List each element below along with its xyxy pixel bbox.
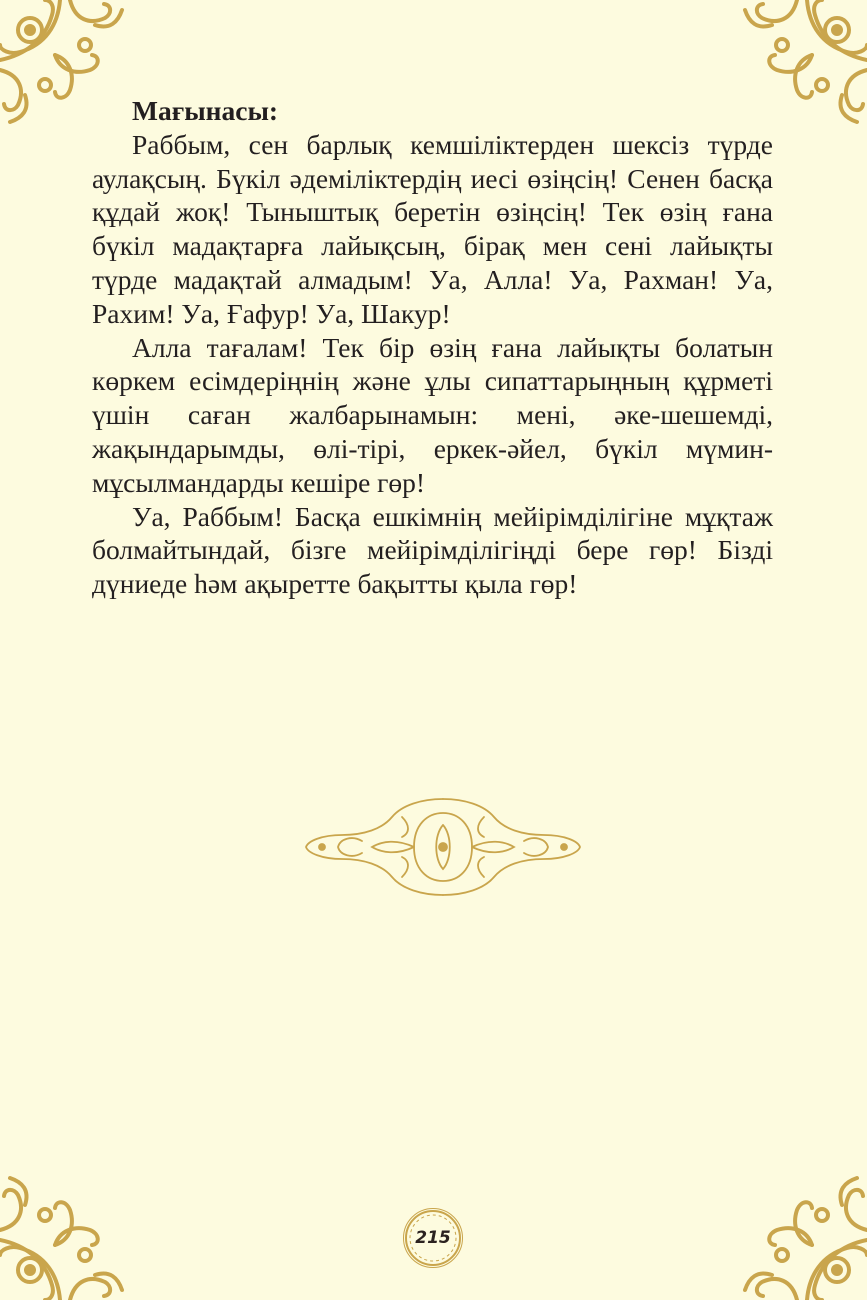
- paragraph-3: Уа, Раббым! Басқа ешкімнің мейірімділігіне мұқтаж болмайтындай, бізге мейірімділігіңді бере гөр! Бізді дүниеде һәм ақыретте бақытты қыла гөр!: [92, 500, 773, 600]
- main-text: [92, 94, 773, 601]
- page-number: 215: [415, 1228, 451, 1248]
- paragraph-1: Раббым, сен барлық кемшіліктерден шексіз түрде аулақсың. Бүкіл әдеміліктердің иесі өзіңсің! Сенен басқа құдай жоқ! Тыныштық беретін өзіңсің! Тек өзің ғана бүкіл мадақтарға лайықсың, бірақ мен сені лайықты түрде мадақтай алмадым! Уа, Алла! Уа, Рахман! Уа, Рахим! Уа, Ғафур! Уа, Шакур!: [92, 128, 773, 329]
- section-heading: Мағынасы:: [132, 95, 279, 126]
- corner-ornament-icon: [0, 1170, 130, 1300]
- scroll-divider-icon: [302, 795, 584, 899]
- corner-ornament-icon: [737, 1170, 867, 1300]
- page-number-badge: [402, 1207, 464, 1269]
- paragraph-2: Алла тағалам! Тек бір өзің ғана лайықты болатын көркем есімдеріңнің және ұлы сипаттарыңның құрметі үшін саған жалбарынамын: мені, әке-шешемді, жақындарымды, өлі-тірі, еркек-әйел, бүкіл мүмин-мұсылмандарды кешіре гөр!: [92, 331, 773, 498]
